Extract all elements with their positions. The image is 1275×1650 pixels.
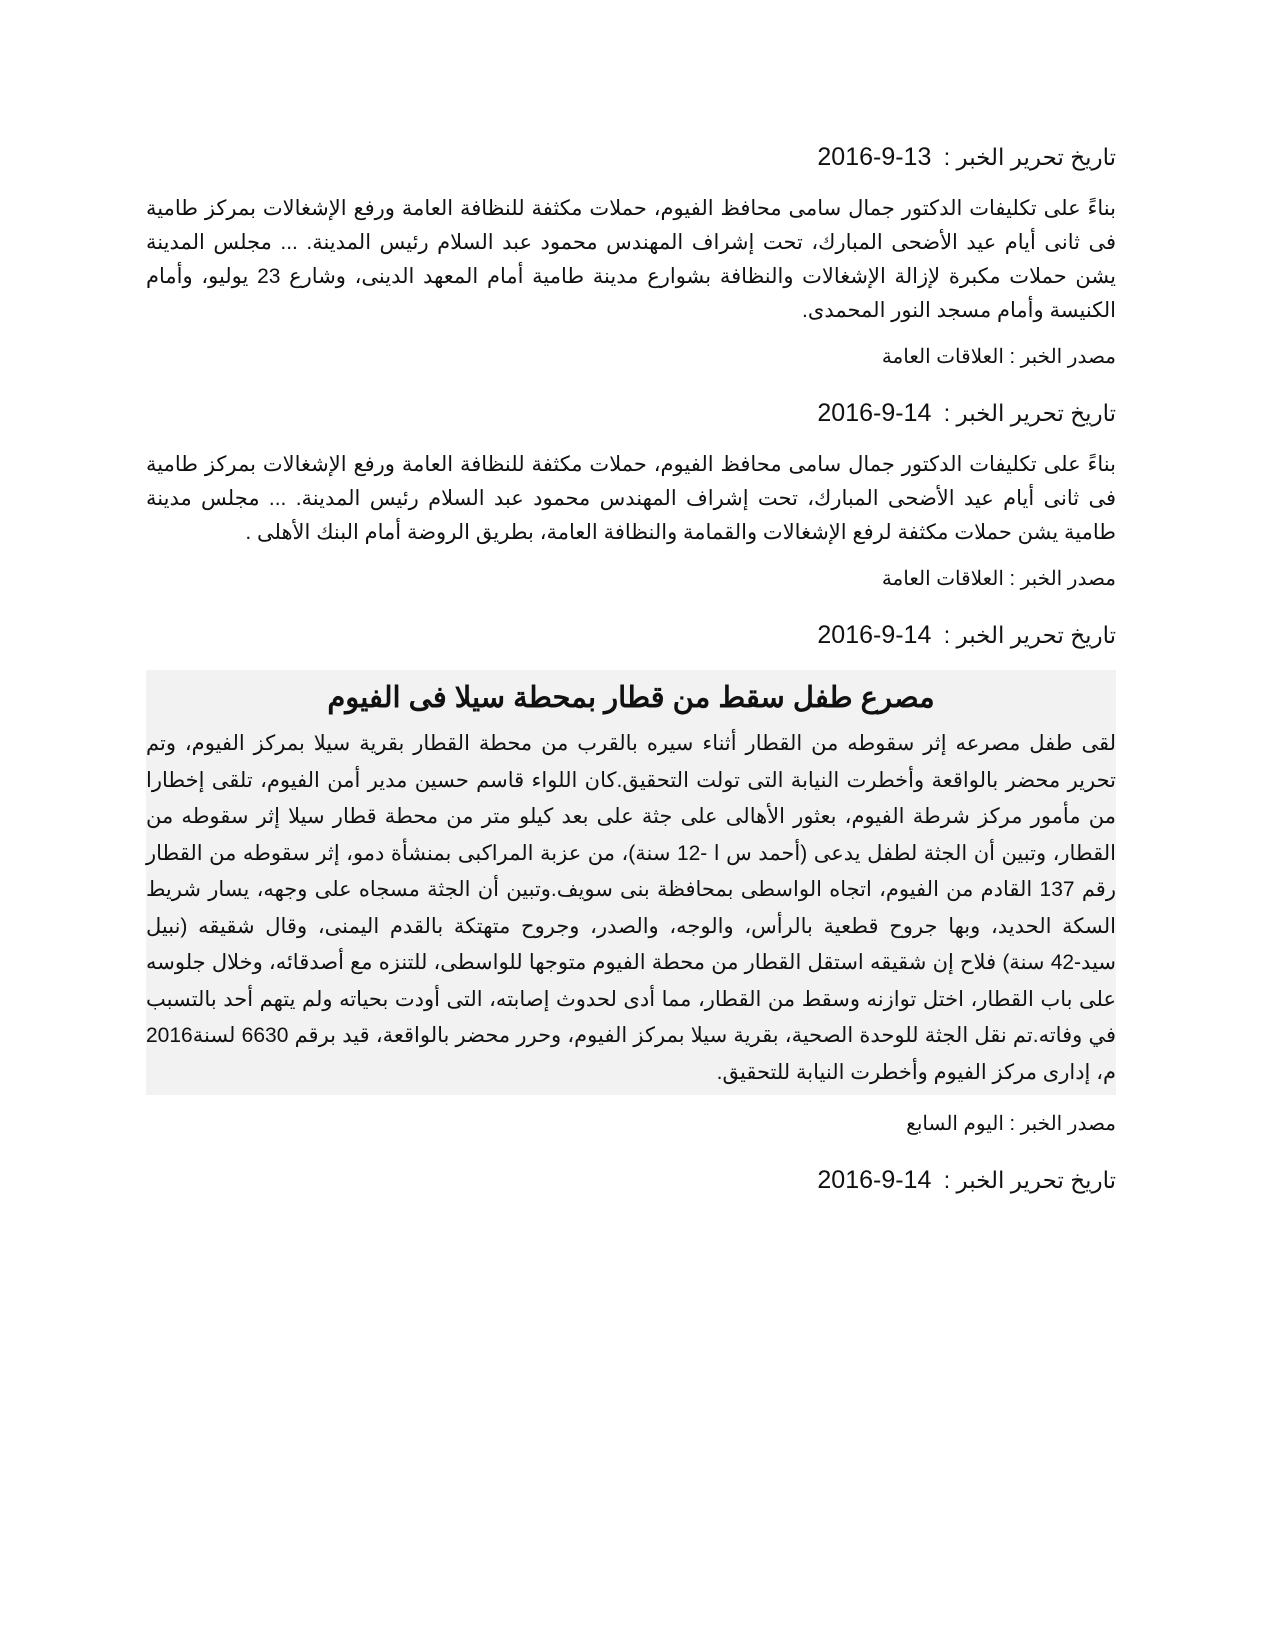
entry-source: مصدر الخبر : اليوم السابع (906, 1113, 1116, 1135)
article-title: مصرع طفل سقط من قطار بمحطة سيلا فى الفيوم (327, 682, 935, 714)
entry-date-line (146, 1163, 1116, 1197)
entry-source: مصدر الخبر : العلاقات العامة (881, 346, 1116, 368)
article-body: لقى طفل مصرعه إثر سقوطه من القطار أثناء سيره بالقرب من محطة القطار بقرية سيلا بمركز الفيوم، وتم تحرير محضر بالواقعة وأخطرت النيابة التى تولت التحقيق.كان اللواء قاسم حسين مدير أمن الفيوم، تلقى إخطارا من مأمور مركز شرطة الفيوم، بعثور الأهالى على جثة على بعد كيلو متر من محطة قطار سيلا إثر سقوطه من القطار، وتبين أن الجثة لطفل يدعى (أحمد س ا -12 سنة)، من عزبة المراكبى بمنشأة دمو، إثر سقوطه من القطار رقم 137 القادم من الفيوم، اتجاه الواسطى بمحافظة بنى سويف.وتبين أن الجثة مسجاه على وجهه، يسار شريط السكة الحديد، وبها جروح قطعية بالرأس، والوجه، والصدر، وجروح متهتكة بالقدم اليمنى، وقال شقيقه (نبيل سيد-42 سنة) فلاح إن شقيقه استقل القطار من محطة الفيوم متوجها للواسطى، للتنزه مع أصدقائه، وخلال جلوسه على باب القطار، اختل توازنه وسقط من القطار، مما أدى لحدوث إصابته، التى أودت بحياته ولم يتهم أحد بالتسبب في وفاته.تم نقل الجثة للوحدة الصحية، بقرية سيلا بمركز الفيوم، وحرر محضر بالواقعة، قيد برقم 6630 لسنة2016 م، إدارى مركز الفيوم وأخطرت النيابة للتحقيق. (146, 732, 1116, 1084)
news-document (146, 140, 1116, 1215)
date-label: تاريخ تحرير الخبر : (943, 144, 1116, 170)
entry-body: بناءً على تكليفات الدكتور جمال سامى محافظ الفيوم، حملات مكثفة للنظافة العامة ورفع الإشغالات بمركز طامية فى ثانى أيام عيد الأضحى المبارك، تحت إشراف المهندس محمود عبد السلام رئيس المدينة. ... مجلس المدينة يشن حملات مكبرة لإزالة الإشغالات والنظافة بشوارع مدينة طامية أمام المعهد الدينى، وشارع 23 يوليو، وأمام الكنيسة وأمام مسجد النور المحمدى. (146, 197, 1116, 322)
entry-date-line (146, 396, 1116, 430)
entry-date-line (146, 140, 1116, 174)
entry-source: مصدر الخبر : العلاقات العامة (881, 568, 1116, 590)
date-value: 2016-9-14 (817, 1166, 932, 1194)
date-label: تاريخ تحرير الخبر : (943, 622, 1116, 648)
article-box (146, 670, 1116, 1095)
entry-body: بناءً على تكليفات الدكتور جمال سامى محافظ الفيوم، حملات مكثفة للنظافة العامة ورفع الإشغالات بمركز طامية فى ثانى أيام عيد الأضحى المبارك، تحت إشراف المهندس محمود عبد السلام رئيس المدينة. ... مجلس مدينة طامية يشن حملات مكثفة لرفع الإشغالات والقمامة والنظافة العامة، بطريق الروضة أمام البنك الأهلى . (146, 453, 1116, 544)
date-value: 2016-9-14 (817, 621, 932, 649)
date-value: 2016-9-13 (817, 143, 932, 171)
date-label: تاريخ تحرير الخبر : (943, 1167, 1116, 1193)
entry-date-line (146, 618, 1116, 652)
date-label: تاريخ تحرير الخبر : (943, 400, 1116, 426)
date-value: 2016-9-14 (817, 399, 932, 427)
